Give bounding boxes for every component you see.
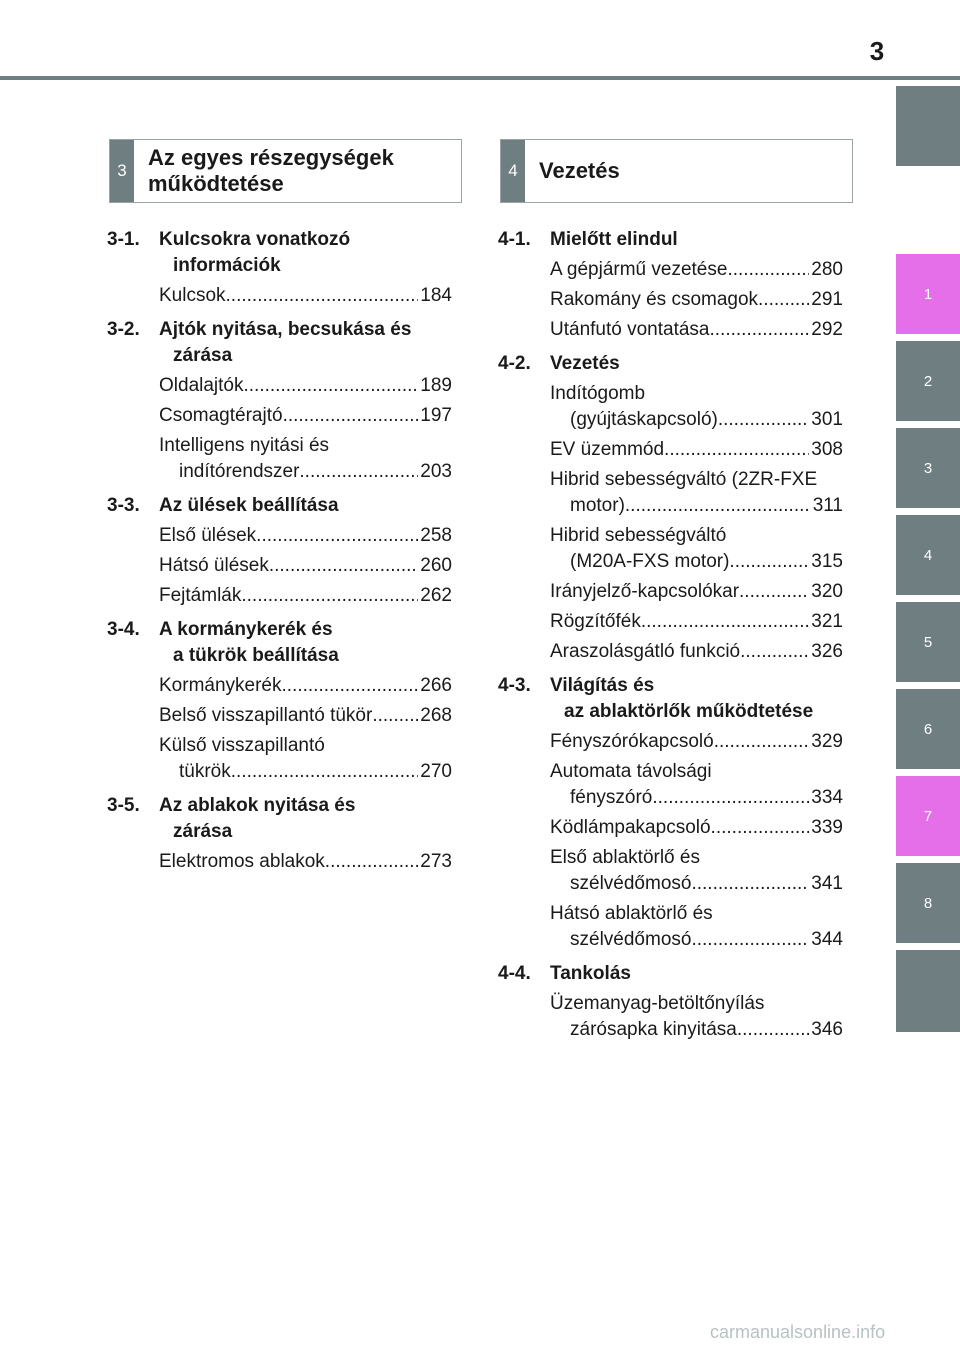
toc-entry-line: [550, 493, 843, 519]
toc-entry-label: Fényszórókapcsoló: [550, 731, 714, 752]
dot-leader: [625, 493, 811, 519]
dot-leader: [325, 849, 419, 875]
toc-entry-label: Hibrid sebességváltó (2ZR-FXE: [550, 469, 818, 490]
toc-entry[interactable]: [550, 759, 843, 811]
section-number: 3-5.: [107, 795, 140, 816]
section-heading[interactable]: [498, 673, 843, 725]
page-ref: 273: [420, 851, 452, 872]
toc-section: [498, 351, 843, 665]
toc-entry-label: tükrök: [179, 761, 231, 782]
toc-entry-line: [550, 927, 843, 953]
toc-entry-line: [550, 609, 843, 635]
toc-entry[interactable]: [550, 815, 843, 841]
section-title-line: Az ablakok nyitása és: [159, 795, 356, 816]
section-heading[interactable]: [498, 351, 843, 377]
toc-entry[interactable]: [159, 433, 452, 485]
toc-entry-label: Belső visszapillantó tükör: [159, 705, 373, 726]
page-ref: 292: [811, 319, 843, 340]
toc-entry-line: [159, 733, 452, 759]
dot-leader: [372, 703, 418, 729]
section-number: 4-2.: [498, 353, 531, 374]
toc-entry-line: [159, 459, 452, 485]
side-tab-7[interactable]: 7: [896, 776, 960, 856]
toc-entry[interactable]: [159, 733, 452, 785]
toc-entry[interactable]: [159, 703, 452, 729]
toc-entry[interactable]: [550, 523, 843, 575]
dot-leader: [282, 673, 419, 699]
toc-section: [498, 227, 843, 343]
page-ref: 301: [811, 409, 843, 430]
section-number: 4-4.: [498, 963, 531, 984]
page-ref: 320: [811, 581, 843, 602]
dot-leader: [664, 437, 809, 463]
chapter-number: 4: [501, 140, 525, 202]
toc-entry-label: Kormánykerék: [159, 675, 282, 696]
page-ref: 189: [420, 375, 452, 396]
section-heading[interactable]: [107, 227, 452, 279]
watermark: carmanualsonline.info: [710, 1322, 886, 1342]
dot-leader: [244, 373, 419, 399]
side-tab-blank-bottom[interactable]: [896, 950, 960, 1032]
section-title-line: Az ülések beállítása: [159, 495, 339, 516]
page-ref: 344: [811, 929, 843, 950]
section-title: [550, 961, 843, 987]
dot-leader: [727, 257, 809, 283]
dot-leader: [729, 549, 809, 575]
toc-entry-label: Hibrid sebességváltó: [550, 525, 727, 546]
toc-entry[interactable]: [550, 437, 843, 463]
toc-entry[interactable]: [159, 283, 452, 309]
toc-entry-line: [550, 407, 843, 433]
toc-entry[interactable]: [550, 639, 843, 665]
section-title-line: Világítás és: [550, 675, 655, 696]
toc-section: [107, 227, 452, 309]
dot-leader: [283, 403, 419, 429]
section-heading[interactable]: [498, 961, 843, 987]
toc-entry[interactable]: [550, 287, 843, 313]
toc-entry[interactable]: [159, 373, 452, 399]
toc-section: [498, 961, 843, 1043]
toc-section: [498, 673, 843, 953]
page-ref: 311: [812, 495, 843, 516]
dot-leader: [241, 583, 418, 609]
section-title-line: zárása: [173, 821, 233, 842]
side-tab-5[interactable]: 5: [896, 602, 960, 682]
page-ref: 184: [420, 285, 452, 306]
toc-entry-label: zárósapka kinyitása: [570, 1019, 737, 1040]
toc-entry[interactable]: [550, 467, 843, 519]
dot-leader: [269, 553, 418, 579]
section-title: [159, 493, 452, 519]
section-title: [550, 351, 843, 377]
toc-entry-line: [550, 845, 843, 871]
dot-leader: [714, 729, 810, 755]
toc-column-chapter-3: [107, 227, 452, 883]
toc-entry-line: [159, 523, 452, 549]
toc-entry-label: Intelligens nyitási és: [159, 435, 330, 456]
section-number: 3-4.: [107, 619, 140, 640]
section-number: 3-3.: [107, 495, 140, 516]
toc-entry[interactable]: [550, 257, 843, 283]
toc-entry[interactable]: [550, 317, 843, 343]
toc-entry-label: A gépjármű vezetése: [550, 259, 728, 280]
toc-section: [107, 493, 452, 609]
dot-leader: [739, 579, 809, 605]
section-heading[interactable]: [498, 227, 843, 253]
toc-entry[interactable]: [550, 729, 843, 755]
page-ref: 308: [811, 439, 843, 460]
page-ref: 262: [420, 585, 452, 606]
toc-entry-label: Első ablaktörlő és: [550, 847, 700, 868]
page-ref: 326: [811, 641, 843, 662]
dot-leader: [231, 759, 419, 785]
dot-leader: [737, 1017, 809, 1043]
dot-leader: [711, 815, 810, 841]
toc-entry-label: Első ülések: [159, 525, 257, 546]
toc-entry-label: Külső visszapillantó: [159, 735, 325, 756]
page-ref: 346: [811, 1019, 843, 1040]
toc-entry-label: Oldalajtók: [159, 375, 244, 396]
toc-entry-line: [159, 553, 452, 579]
section-title: [550, 227, 843, 253]
toc-entry-line: [550, 1017, 843, 1043]
toc-entry-line: [550, 871, 843, 897]
page-number: 3: [869, 36, 885, 66]
toc-entry-label: szélvédőmosó: [570, 929, 692, 950]
side-tab-4[interactable]: 4: [896, 515, 960, 595]
chapter-header-3: [109, 139, 462, 203]
section-title-line: az ablaktörlők működtetése: [564, 701, 814, 722]
dot-leader: [691, 927, 809, 953]
toc-entry-label: fényszóró: [570, 787, 653, 808]
page-ref: 266: [420, 675, 452, 696]
side-tab-2[interactable]: 2: [896, 341, 960, 421]
toc-entry[interactable]: [159, 849, 452, 875]
section-title: [159, 793, 452, 845]
toc-entry[interactable]: [550, 901, 843, 953]
page-ref: 329: [811, 731, 843, 752]
toc-entry-label: Fejtámlák: [159, 585, 242, 606]
toc-entry-line: [550, 901, 843, 927]
toc-entry-line: [550, 523, 843, 549]
toc-entry-label: Kulcsok: [159, 285, 226, 306]
section-title-line: Vezetés: [550, 353, 620, 374]
toc-entry-line: [159, 433, 452, 459]
section-title-line: Mielőtt elindul: [550, 229, 678, 250]
section-title-line: zárása: [173, 345, 233, 366]
toc-entry[interactable]: [550, 991, 843, 1043]
chapter-number: 3: [110, 140, 134, 202]
toc-entry-line: [159, 373, 452, 399]
side-tab-8[interactable]: 8: [896, 863, 960, 943]
page-ref: 341: [811, 873, 843, 894]
toc-entry[interactable]: [550, 381, 843, 433]
section-heading[interactable]: [107, 793, 452, 845]
dot-leader: [256, 523, 418, 549]
toc-entry-label: motor): [570, 495, 625, 516]
toc-entry-label: Elektromos ablakok: [159, 851, 325, 872]
page-ref: 315: [811, 551, 843, 572]
toc-entry-label: Csomagtérajtó: [159, 405, 283, 426]
toc-column-chapter-4: [498, 227, 843, 1051]
section-number: 3-2.: [107, 319, 140, 340]
toc-section: [107, 317, 452, 485]
toc-entry-label: Araszolásgátló funkció: [550, 641, 741, 662]
toc-entry-line: [550, 317, 843, 343]
top-rule: [0, 76, 960, 80]
dot-leader: [226, 283, 419, 309]
side-tab-1[interactable]: 1: [896, 254, 960, 334]
toc-entry-line: [159, 403, 452, 429]
toc-entry-label: Rakomány és csomagok: [550, 289, 759, 310]
section-title-line: Kulcsokra vonatkozó: [159, 229, 351, 250]
page-ref: 334: [811, 787, 843, 808]
toc-entry-label: Utánfutó vontatása: [550, 319, 710, 340]
chapter-header-4: [500, 139, 853, 203]
toc-entry-line: [159, 759, 452, 785]
toc-entry-line: [550, 639, 843, 665]
toc-entry-line: [550, 729, 843, 755]
section-title-line: információk: [173, 255, 281, 276]
toc-entry-line: [550, 467, 843, 493]
chapter-title: Vezetés: [539, 158, 620, 183]
dot-leader: [691, 871, 809, 897]
toc-entry-line: [159, 703, 452, 729]
toc-entry-line: [550, 381, 843, 407]
toc-entry[interactable]: [159, 583, 452, 609]
page-ref: 258: [420, 525, 452, 546]
section-title-line: a tükrök beállítása: [173, 645, 339, 666]
toc-section: [107, 793, 452, 875]
toc-entry[interactable]: [159, 523, 452, 549]
toc-entry-label: Hátsó ablaktörlő és: [550, 903, 713, 924]
toc-entry-label: Hátsó ülések: [159, 555, 269, 576]
dot-leader: [652, 785, 809, 811]
toc-entry-label: Rögzítőfék: [550, 611, 641, 632]
toc-entry-label: Indítógomb: [550, 383, 646, 404]
chapter-title: Az egyes részegységek működtetése: [148, 145, 394, 196]
section-heading[interactable]: [107, 617, 452, 669]
toc-entry-line: [159, 583, 452, 609]
toc-entry-line: [159, 283, 452, 309]
toc-entry-label: (M20A-FXS motor): [570, 551, 730, 572]
page-ref: 268: [420, 705, 452, 726]
toc-entry-line: [550, 579, 843, 605]
toc-entry-line: [550, 287, 843, 313]
page-ref: 291: [811, 289, 843, 310]
toc-entry-line: [550, 759, 843, 785]
toc-entry[interactable]: [550, 609, 843, 635]
toc-entry-line: [550, 549, 843, 575]
side-tab-blank-top[interactable]: [896, 86, 960, 166]
toc-entry-line: [550, 991, 843, 1017]
page-ref: 321: [811, 611, 843, 632]
section-number: 4-1.: [498, 229, 531, 250]
section-title: [159, 617, 452, 669]
section-title-line: Ajtók nyitása, becsukása és: [159, 319, 412, 340]
toc-entry-line: [159, 849, 452, 875]
toc-entry-line: [550, 815, 843, 841]
toc-entry-label: szélvédőmosó: [570, 873, 692, 894]
section-title: [159, 317, 452, 369]
toc-entry[interactable]: [550, 845, 843, 897]
toc-entry[interactable]: [550, 579, 843, 605]
toc-entry-line: [550, 257, 843, 283]
dot-leader: [710, 317, 810, 343]
dot-leader: [299, 459, 418, 485]
section-title-line: Tankolás: [550, 963, 631, 984]
toc-entry-label: indítórendszer: [179, 461, 300, 482]
page-ref: 280: [811, 259, 843, 280]
toc-entry-label: Ködlámpakapcsoló: [550, 817, 711, 838]
dot-leader: [758, 287, 809, 313]
toc-entry-label: Üzemanyag-betöltőnyílás: [550, 993, 765, 1014]
page-ref: 260: [420, 555, 452, 576]
side-tab-3[interactable]: 3: [896, 428, 960, 508]
toc-entry-label: (gyújtáskapcsoló): [570, 409, 718, 430]
page-ref: 197: [420, 405, 452, 426]
toc-section: [107, 617, 452, 785]
section-heading[interactable]: [107, 493, 452, 519]
toc-entry-label: Irányjelző-kapcsolókar: [550, 581, 740, 602]
toc-entry-line: [550, 437, 843, 463]
toc-entry-line: [159, 673, 452, 699]
section-number: 3-1.: [107, 229, 140, 250]
dot-leader: [740, 639, 809, 665]
toc-entry[interactable]: [159, 673, 452, 699]
dot-leader: [718, 407, 809, 433]
toc-entry[interactable]: [159, 553, 452, 579]
section-heading[interactable]: [107, 317, 452, 369]
page-ref: 339: [811, 817, 843, 838]
toc-entry[interactable]: [159, 403, 452, 429]
side-tab-6[interactable]: 6: [896, 689, 960, 769]
section-title-line: A kormánykerék és: [159, 619, 333, 640]
toc-entry-line: [550, 785, 843, 811]
page-ref: 203: [420, 461, 452, 482]
section-number: 4-3.: [498, 675, 531, 696]
section-title: [159, 227, 452, 279]
toc-entry-label: Automata távolsági: [550, 761, 712, 782]
page-ref: 270: [420, 761, 452, 782]
section-title: [550, 673, 843, 725]
dot-leader: [641, 609, 809, 635]
toc-entry-label: EV üzemmód: [550, 439, 665, 460]
